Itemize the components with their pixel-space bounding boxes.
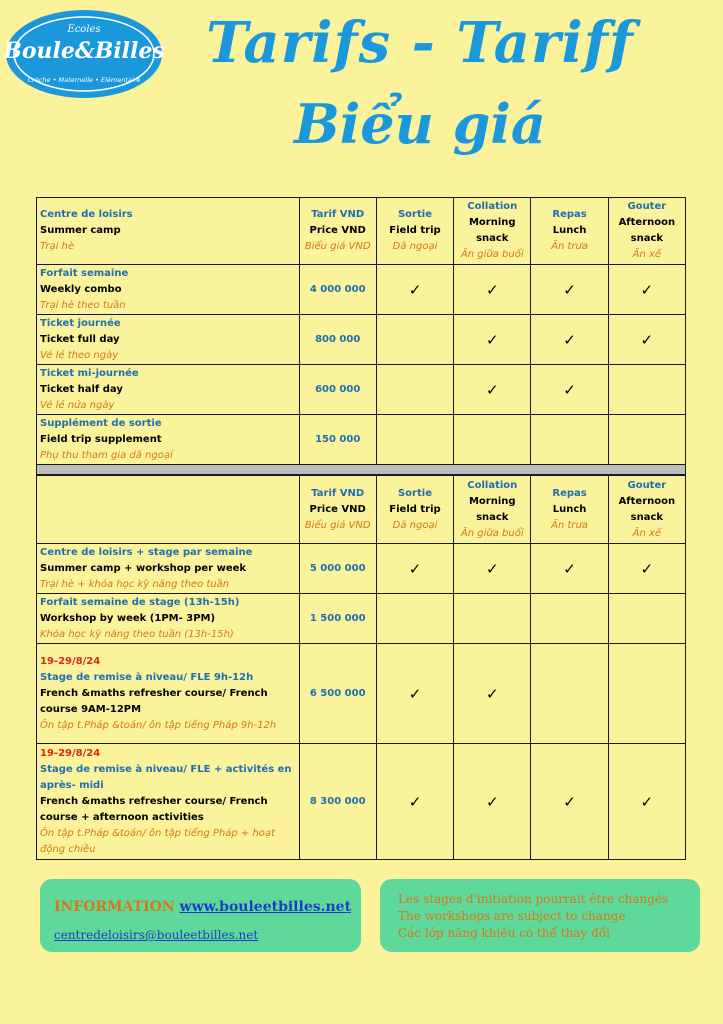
- header-morning-snack: Collation Morning snack Ăn giữa buổi: [454, 476, 531, 544]
- notes-box: [380, 879, 700, 952]
- row-label-en: Field trip supplement: [40, 433, 162, 445]
- empty-cell: [376, 594, 453, 644]
- check-icon: ✓: [531, 365, 608, 415]
- information-label: INFORMATION: [54, 899, 175, 915]
- check-icon: ✓: [531, 265, 608, 315]
- row-label-fr: Forfait semaine de stage (13h-15h): [40, 596, 240, 608]
- empty-cell: [376, 315, 453, 365]
- header-lunch: Repas Lunch Ăn trưa: [531, 198, 608, 265]
- row-description: [37, 744, 300, 860]
- table-row: [37, 415, 686, 465]
- table-header-row: [37, 476, 686, 544]
- check-icon: ✓: [376, 265, 453, 315]
- check-icon: ✓: [376, 644, 453, 744]
- table-row: [37, 544, 686, 594]
- table-row: [37, 365, 686, 415]
- svg-text:Crèche • Maternelle • Elémenta: Crèche • Maternelle • Elémentaire: [27, 76, 141, 84]
- website-link[interactable]: www.bouleetbilles.net: [179, 899, 352, 915]
- row-description: [37, 365, 300, 415]
- information-box: [40, 879, 361, 952]
- header-afternoon-snack: Gouter Afternoon snack Ăn xế: [608, 476, 685, 544]
- header-lunch: Repas Lunch Ăn trưa: [531, 476, 608, 544]
- row-description: [37, 544, 300, 594]
- check-icon: ✓: [531, 315, 608, 365]
- row-price: 8 300 000: [299, 744, 376, 860]
- row-label-vi: Trại hè + khóa học kỹ năng theo tuần: [40, 578, 230, 590]
- row-description: [37, 315, 300, 365]
- row-label-vi: Ôn tập t.Pháp &toán/ ôn tập tiếng Pháp 9h-12h: [40, 719, 277, 731]
- svg-text:Ecoles: Ecoles: [67, 24, 101, 35]
- pricing-table-summer-camp: [36, 197, 686, 475]
- check-icon: ✓: [608, 315, 685, 365]
- check-icon: ✓: [454, 544, 531, 594]
- row-label-fr: Supplément de sortie: [40, 417, 162, 429]
- row-description: [37, 265, 300, 315]
- header-field-trip: Sortie Field trip Dã ngoại: [376, 198, 453, 265]
- check-icon: ✓: [608, 744, 685, 860]
- row-date: 19-29/8/24: [40, 655, 101, 667]
- empty-cell: [454, 415, 531, 465]
- row-label-vi: Vé lẻ theo ngày: [40, 349, 119, 361]
- table-row: [37, 315, 686, 365]
- empty-cell: [531, 415, 608, 465]
- check-icon: ✓: [531, 544, 608, 594]
- header-price: Tarif VND Price VND Biểu giá VND: [299, 198, 376, 265]
- table-separator: [37, 465, 686, 475]
- row-price: 5 000 000: [299, 544, 376, 594]
- note-en: The workshops are subject to change: [398, 909, 626, 923]
- row-label-en: French &maths refresher course/ French course + afternoon activities: [40, 795, 268, 823]
- empty-cell: [608, 644, 685, 744]
- empty-cell: [454, 594, 531, 644]
- row-label-en: French &maths refresher course/ French course 9AM-12PM: [40, 687, 268, 715]
- row-price: 150 000: [299, 415, 376, 465]
- table-row: [37, 744, 686, 860]
- empty-cell: [608, 365, 685, 415]
- row-date: 19-29/8/24: [40, 747, 101, 759]
- table-row: [37, 644, 686, 744]
- note-fr: Les stages d'initiation pourrait être changés: [398, 892, 669, 906]
- row-label-en: Summer camp + workshop per week: [40, 562, 247, 574]
- check-icon: ✓: [454, 644, 531, 744]
- row-label-fr: Forfait semaine: [40, 267, 129, 279]
- check-icon: ✓: [608, 265, 685, 315]
- note-vi: Các lớp năng khiếu có thể thay đổi: [398, 926, 610, 940]
- row-label-fr: Centre de loisirs + stage par semaine: [40, 546, 253, 558]
- header-field-trip: Sortie Field trip Dã ngoại: [376, 476, 453, 544]
- empty-cell: [531, 594, 608, 644]
- svg-text:Boule&Billes: Boule&Billes: [4, 38, 164, 64]
- check-icon: ✓: [454, 365, 531, 415]
- row-label-vi: Khóa học kỹ năng theo tuần (13h-15h): [40, 628, 234, 640]
- row-price: 1 500 000: [299, 594, 376, 644]
- check-icon: ✓: [531, 744, 608, 860]
- check-icon: ✓: [454, 265, 531, 315]
- row-description: [37, 415, 300, 465]
- row-price: 6 500 000: [299, 644, 376, 744]
- check-icon: ✓: [376, 744, 453, 860]
- header-empty: [37, 476, 300, 544]
- row-label-vi: Trại hè theo tuần: [40, 299, 126, 311]
- header-center: Centre de loisirs Summer camp Trại hè: [37, 198, 300, 265]
- table-header-row: [37, 198, 686, 265]
- header-afternoon-snack: Gouter Afternoon snack Ăn xế: [608, 198, 685, 265]
- email-link[interactable]: centredeloisirs@bouleetbilles.net: [54, 928, 259, 942]
- row-label-en: Workshop by week (1PM- 3PM): [40, 612, 216, 624]
- row-label-fr: Ticket mi-journée: [40, 367, 139, 379]
- empty-cell: [608, 415, 685, 465]
- check-icon: ✓: [454, 315, 531, 365]
- row-description: [37, 594, 300, 644]
- row-description: [37, 644, 300, 744]
- row-label-fr: Stage de remise à niveau/ FLE + activités en après- midi: [40, 763, 292, 791]
- table-row: [37, 265, 686, 315]
- school-logo: [4, 6, 164, 102]
- check-icon: ✓: [608, 544, 685, 594]
- row-price: 4 000 000: [299, 265, 376, 315]
- row-price: 600 000: [299, 365, 376, 415]
- check-icon: ✓: [454, 744, 531, 860]
- row-label-en: Ticket full day: [40, 333, 120, 345]
- row-label-vi: Ôn tập t.Pháp &toán/ ôn tập tiếng Pháp + hoạt động chiều: [40, 827, 275, 855]
- information-line: [54, 899, 351, 915]
- row-label-vi: Phụ thu tham gia dã ngoại: [40, 449, 173, 461]
- empty-cell: [376, 365, 453, 415]
- row-label-fr: Stage de remise à niveau/ FLE 9h-12h: [40, 671, 254, 683]
- check-icon: ✓: [376, 544, 453, 594]
- header-morning-snack: Collation Morning snack Ăn giữa buổi: [454, 198, 531, 265]
- page-title: Tarifs - Tariff: [206, 10, 634, 76]
- header-price: Tarif VND Price VND Biểu giá VND: [299, 476, 376, 544]
- row-label-en: Weekly combo: [40, 283, 122, 295]
- empty-cell: [531, 644, 608, 744]
- table-row: [37, 594, 686, 644]
- row-label-fr: Ticket journée: [40, 317, 121, 329]
- row-price: 800 000: [299, 315, 376, 365]
- row-label-vi: Vé lẻ nửa ngày: [40, 399, 115, 411]
- page-subtitle: Biểu giá: [294, 92, 546, 156]
- row-label-en: Ticket half day: [40, 383, 123, 395]
- empty-cell: [376, 415, 453, 465]
- empty-cell: [608, 594, 685, 644]
- pricing-table-workshops: [36, 475, 686, 860]
